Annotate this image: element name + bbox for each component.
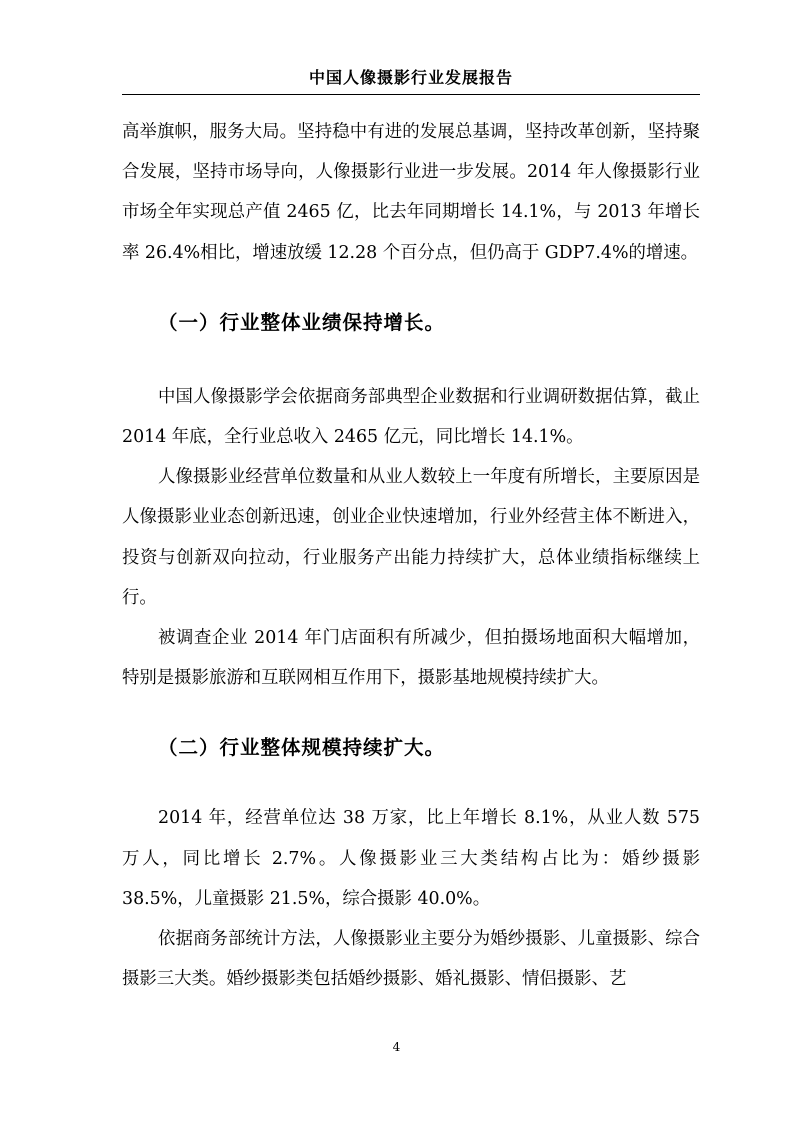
section2-paragraph-1: 2014 年，经营单位达 38 万家，比上年增长 8.1%，从业人数 575 万人，同比增长 2.7%。人像摄影业三大类结构占比为：婚纱摄影 38.5%，儿童摄影 21.5%，综合摄影 40.0%。 — [122, 808, 700, 909]
page-number: 4 — [392, 1040, 401, 1054]
section1-paragraph-3: 被调查企业 2014 年门店面积有所减少，但拍摄场地面积大幅增加，特别是摄影旅游和互联网相互作用下，摄影基地规模持续扩大。 — [122, 628, 700, 689]
page-header — [122, 64, 700, 95]
document-body — [122, 112, 700, 999]
section2-paragraph-2: 依据商务部统计方法，人像摄影业主要分为婚纱摄影、儿童摄影、综合摄影三大类。婚纱摄影类包括婚纱摄影、婚礼摄影、情侣摄影、艺 — [122, 929, 700, 990]
intro-paragraph: 高举旗帜，服务大局。坚持稳中有进的发展总基调，坚持改革创新，坚持聚合发展，坚持市场导向，人像摄影行业进一步发展。2014 年人像摄影行业市场全年实现总产值 2465 亿，比去年同期增长 14.1%，与 2013 年增长率 26.4%相比，增速放缓 12.28 个百分点，但仍高于 GDP7.4%的增速。 — [122, 122, 700, 263]
section1-paragraph-1: 中国人像摄影学会依据商务部典型企业数据和行业调研数据估算，截止 2014 年底，全行业总收入 2465 亿元，同比增长 14.1%。 — [122, 386, 700, 448]
section-heading-1: （一）行业整体业绩保持增长。 — [158, 310, 446, 334]
section1-paragraph-2: 人像摄影业经营单位数量和从业人数较上一年度有所增长，主要原因是人像摄影业业态创新迅速，创业企业快速增加，行业外经营主体不断进入，投资与创新双向拉动，行业服务产出能力持续扩大，总体业绩指标继续上行。 — [122, 467, 700, 608]
section-heading-2: （二）行业整体规模持续扩大。 — [158, 736, 446, 760]
header-title: 中国人像摄影行业发展报告 — [308, 68, 513, 87]
